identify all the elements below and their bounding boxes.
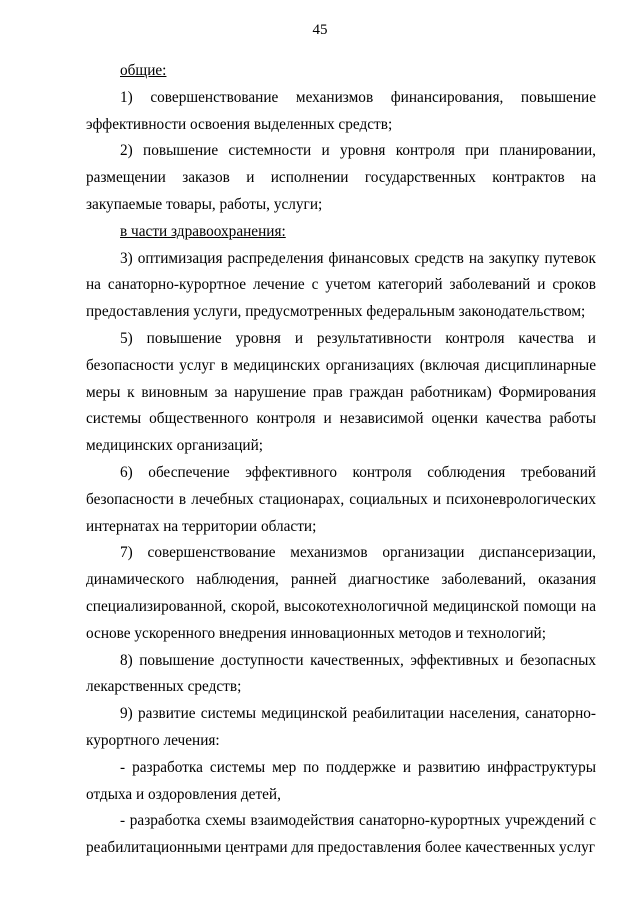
- paragraph-7: 7) совершенствование механизмов организации диспансеризации, динамического наблюдения, ранней диагностике заболеваний, оказания специализированной, скорой, высокотехнологичной медицинской помощи на основе ускоренного внедрения инновационных методов и технологий;: [86, 544, 596, 642]
- page-number: 45: [312, 22, 328, 38]
- paragraph-2: 2) повышение системности и уровня контроля при планировании, размещении заказов и исполнении государственных контрактов на закупаемые товары, работы, услуги;: [86, 142, 596, 213]
- paragraph-8: 8) повышение доступности качественных, эффективных и безопасных лекарственных средств;: [86, 651, 596, 696]
- paragraph-6: 6) обеспечение эффективного контроля соблюдения требований безопасности в лечебных стационарах, социальных и психоневрологических интернатах на территории области;: [86, 463, 596, 535]
- bullet-item-2: - разработка схемы взаимодействия санаторно-курортных учреждений с реабилитационными центрами для предоставления более качественных услуг: [86, 812, 596, 857]
- bullet-item-1: - разработка системы мер по поддержке и развитию инфраструктуры отдыха и оздоровления детей,: [86, 758, 596, 803]
- document-body: [86, 58, 596, 862]
- section-heading-general: общие:: [120, 62, 167, 79]
- paragraph-5: 5) повышение уровня и результативности контроля качества и безопасности услуг в медицинских организациях (включая дисциплинарные меры к виновным за нарушение прав граждан работникам) Формирования системы общественного контроля и независимой оценки качества работы медицинских организаций;: [86, 329, 596, 455]
- paragraph-9: 9) развитие системы медицинской реабилитации населения, санаторно-курортного лечения:: [86, 705, 596, 749]
- section-heading-health: в части здравоохранения:: [120, 222, 286, 240]
- paragraph-3: 3) оптимизация распределения финансовых средств на закупку путевок на санаторно-курортное лечение с учетом категорий заболеваний и сроков предоставления услуги, предусмотренных федеральным законодательством;: [86, 249, 596, 321]
- paragraph-1: 1) совершенствование механизмов финансирования, повышение эффективности освоения выделенных средств;: [86, 88, 596, 133]
